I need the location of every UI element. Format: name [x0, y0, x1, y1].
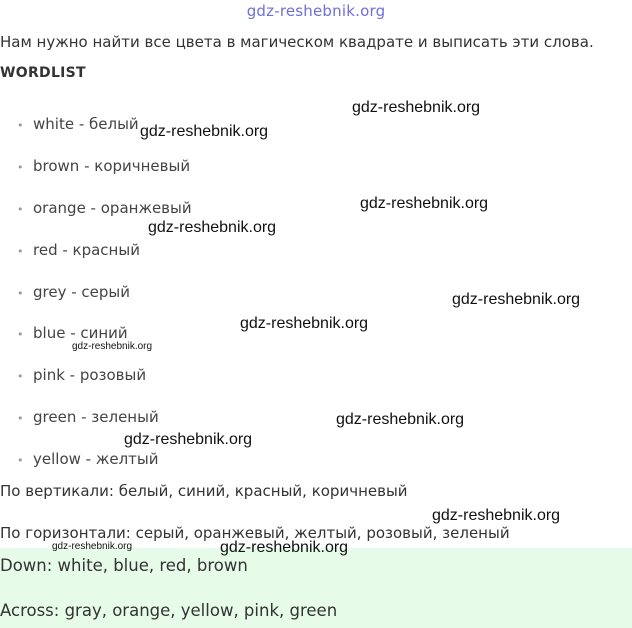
intro-text: Нам нужно найти все цвета в магическом квадрате и выписать эти слова. — [0, 33, 594, 51]
word-text: orange - оранжевый — [33, 199, 192, 217]
watermark: gdz-reshebnik.org — [124, 431, 253, 448]
list-item — [17, 324, 128, 342]
watermark: gdz-reshebnik.org — [240, 315, 369, 332]
horizontal-summary: По горизонтали: серый, оранжевый, желтый, розовый, зеленый — [0, 524, 510, 542]
bullet-icon: • — [17, 119, 24, 132]
watermark: gdz-reshebnik.org — [432, 507, 561, 524]
top-watermark: gdz-reshebnik.org — [246, 2, 386, 20]
bullet-icon: • — [17, 412, 24, 425]
watermark: gdz-reshebnik.org — [148, 219, 277, 236]
answer-across: Across: gray, orange, yellow, pink, green — [0, 601, 338, 620]
word-text: red - красный — [33, 241, 140, 259]
list-item — [17, 199, 192, 217]
list-item — [17, 157, 190, 175]
bullet-icon: • — [17, 203, 24, 216]
word-text: brown - коричневый — [33, 157, 191, 175]
watermark: gdz-reshebnik.org — [336, 411, 465, 428]
watermark: gdz-reshebnik.org — [72, 341, 153, 352]
word-text: white - белый — [33, 115, 139, 133]
word-text: green - зеленый — [33, 408, 159, 426]
watermark: gdz-reshebnik.org — [140, 123, 269, 140]
word-text: yellow - желтый — [33, 450, 159, 468]
list-item — [17, 283, 130, 301]
watermark: gdz-reshebnik.org — [352, 99, 481, 116]
list-item — [17, 408, 159, 426]
word-text: pink - розовый — [33, 366, 147, 384]
watermark: gdz-reshebnik.org — [220, 539, 349, 556]
word-text: blue - синий — [33, 324, 128, 342]
bullet-icon: • — [17, 287, 24, 300]
bullet-icon: • — [17, 454, 24, 467]
list-item — [17, 450, 159, 468]
bullet-icon: • — [17, 245, 24, 258]
watermark: gdz-reshebnik.org — [452, 291, 581, 308]
bullet-icon: • — [17, 370, 24, 383]
watermark: gdz-reshebnik.org — [360, 195, 489, 212]
watermark: gdz-reshebnik.org — [52, 541, 133, 552]
bullet-icon: • — [17, 161, 24, 174]
list-item — [17, 241, 140, 259]
word-text: grey - серый — [33, 283, 131, 301]
answer-down: Down: white, blue, red, brown — [0, 556, 248, 575]
bullet-icon: • — [17, 328, 24, 341]
vertical-summary: По вертикали: белый, синий, красный, коричневый — [0, 482, 408, 500]
list-item — [17, 366, 146, 384]
wordlist-heading: WORDLIST — [0, 65, 86, 81]
list-item — [17, 115, 139, 133]
